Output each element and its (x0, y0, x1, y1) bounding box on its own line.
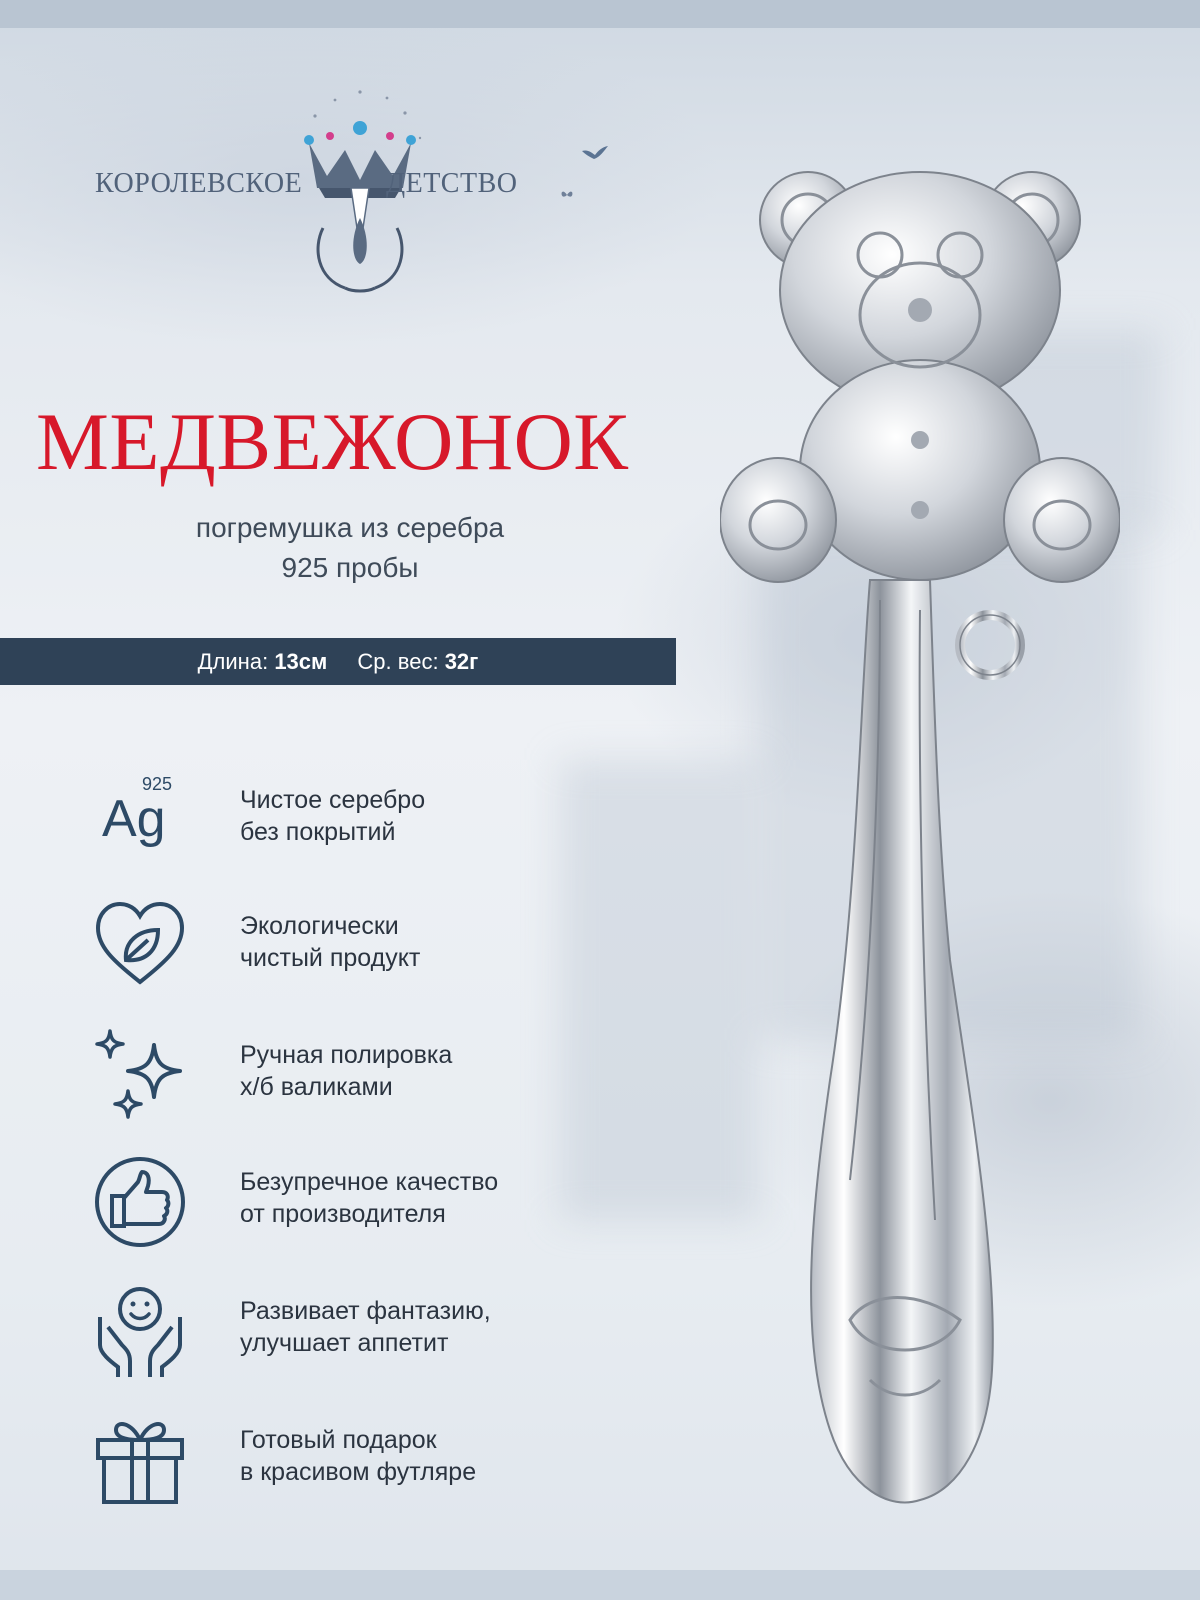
feature-item-gift (92, 1412, 612, 1508)
heart-leaf-icon (92, 898, 188, 994)
top-strip (0, 0, 1200, 28)
spec-length (198, 638, 328, 685)
subtitle-line-2: 925 пробы (281, 552, 419, 583)
spec-weight (357, 638, 478, 685)
feature-line-1: Безупречное качество (240, 1168, 499, 1196)
bottom-strip (0, 1570, 1200, 1600)
subtitle-line-1: погремушка из серебра (195, 512, 505, 543)
butterfly-icon (560, 188, 574, 202)
brand-logo (90, 88, 590, 298)
feature-line-2: чистый продукт (240, 944, 421, 972)
badge-symbol: Ag (102, 790, 166, 848)
feature-text (240, 1039, 452, 1103)
silver-925-icon (92, 772, 188, 868)
specs-bar (0, 638, 676, 685)
feature-item-quality (92, 1154, 612, 1250)
badge-number: 925 (142, 774, 173, 794)
feature-line-2: улучшает аппетит (240, 1329, 449, 1357)
feature-line-1: Экологически (240, 912, 399, 940)
feature-line-1: Чистое серебро (240, 786, 426, 814)
feature-item-silver (92, 772, 612, 868)
feature-line-2: в красивом футляре (240, 1458, 477, 1486)
feature-line-1: Ручная полировка (240, 1041, 453, 1069)
feature-item-fantasy (92, 1283, 612, 1379)
product-title: МЕДВЕЖОНОК (36, 396, 629, 487)
feature-line-1: Развивает фантазию, (240, 1297, 491, 1325)
feature-line-2: от производителя (240, 1200, 446, 1228)
silver-bear-rattle (720, 140, 1120, 1540)
spec-length-label: Длина: (197, 649, 269, 674)
feature-line-1: Готовый подарок (240, 1426, 437, 1454)
brand-name-left: КОРОЛЕВСКОЕ (95, 168, 303, 199)
product-subtitle (90, 508, 610, 588)
feature-line-2: без покрытий (240, 818, 396, 846)
gift-box-icon (92, 1412, 188, 1508)
feature-text (240, 1166, 498, 1230)
sparkles-icon (92, 1027, 188, 1123)
smile-hands-icon (92, 1283, 188, 1379)
feature-text (240, 1295, 491, 1359)
bird-icon (580, 143, 610, 163)
feature-item-polish (92, 1027, 612, 1123)
spec-length-value: 13см (274, 649, 328, 674)
spec-weight-value: 32г (444, 649, 479, 674)
brand-name-right: ДЕТСТВО (386, 168, 518, 199)
feature-text (240, 910, 420, 974)
feature-line-2: х/б валиками (240, 1073, 393, 1101)
feature-item-eco (92, 898, 612, 994)
thumbs-up-icon (92, 1154, 188, 1250)
feature-text (240, 784, 425, 848)
spec-weight-label: Ср. вес: (357, 649, 439, 674)
feature-text (240, 1424, 476, 1488)
